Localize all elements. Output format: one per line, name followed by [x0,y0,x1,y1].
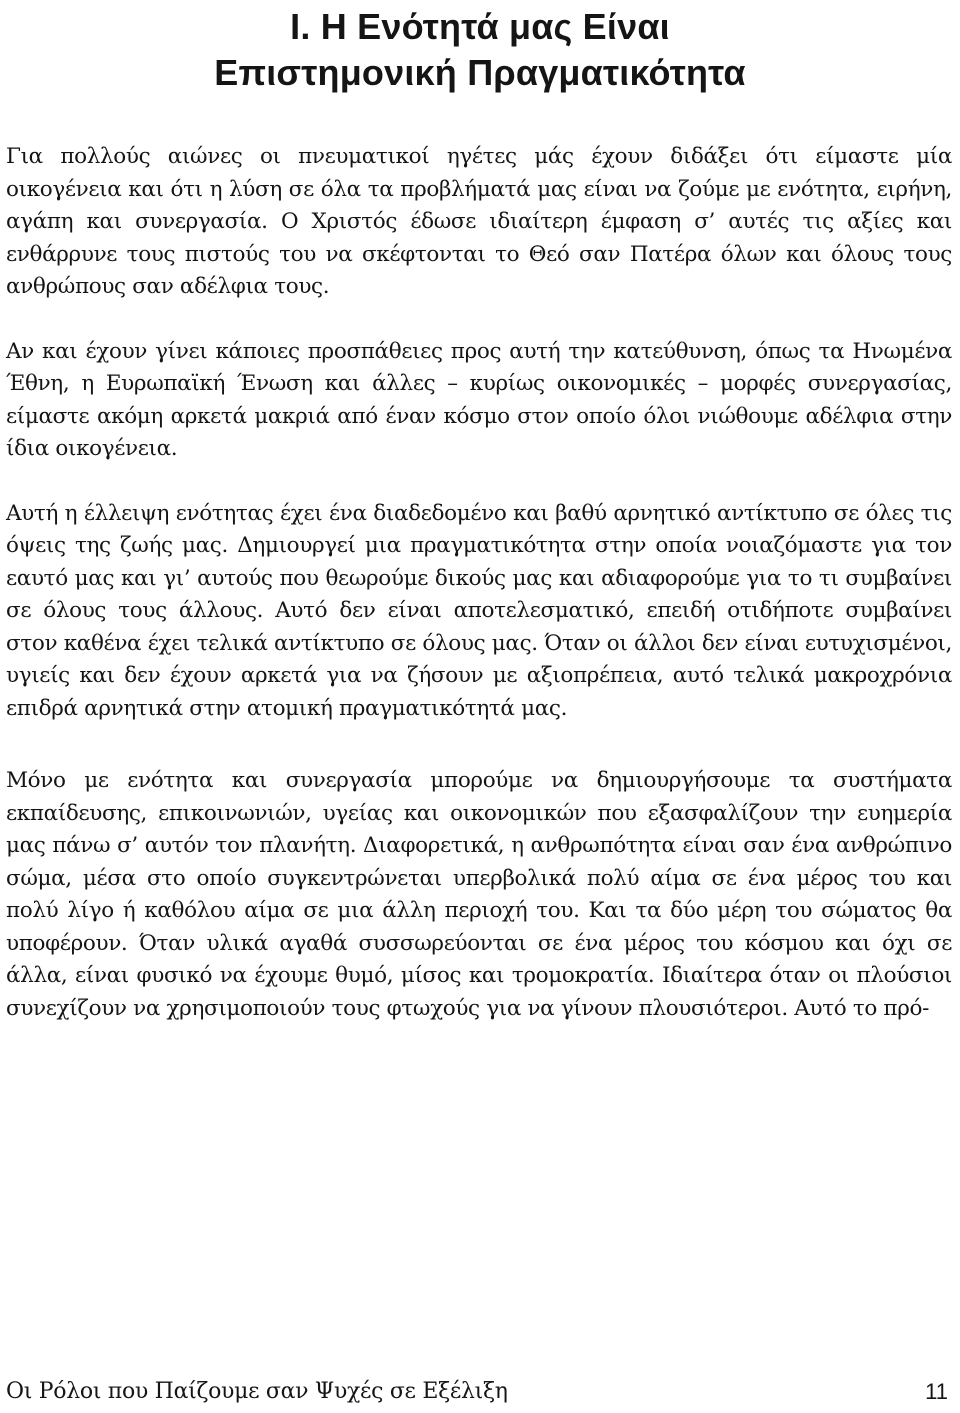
chapter-heading-line-1: I. Η Ενότητά μας Είναι [290,6,670,47]
chapter-heading-line-2: Επιστημονική Πραγματικότητα [214,52,746,93]
paragraph-1: Για πολλούς αιώνες οι πνευματικοί ηγέτες μάς έχουν διδάξει ότι είμαστε μία οικογένεια και ότι η λύση σε όλα τα προβλήματά μας είναι να ζούμε με ενότητα, ειρήνη, αγάπη και συνεργασία. Ο Χριστός έδωσε ιδιαίτερη έμφαση σ’ αυτές τις αξίες και ενθάρρυνε τους πιστούς του να σκέφτονται το Θεό σαν Πατέρα όλων και όλους τους ανθρώπους σαν αδέλφια τους. [6,144,952,299]
footer-book-title: Οι Ρόλοι που Παίζουμε σαν Ψυχές σε Εξέλιξη [6,1379,508,1404]
paragraph-2: Αν και έχουν γίνει κάποιες προσπάθειες προς αυτή την κατεύθυνση, όπως τα Ηνωμένα Έθνη, η Ευρωπαϊκή Ένωση και άλλες – κυρίως οικονομικές – μορφές συνεργασίας, είμαστε ακόμη αρκετά μακριά από έναν κόσμο στον οποίο όλοι νιώθουμε αδέλφια στην ίδια οικογένεια. [6,338,952,461]
paragraph-4: Μόνο με ενότητα και συνεργασία μπορούμε να δημιουργήσουμε τα συστήματα εκπαίδευσης, επικοινωνιών, υγείας και οικονομικών που εξασφαλίζουν την ευημερία μας πάνω σ’ αυτόν τον πλανήτη. Διαφορετικά, η ανθρωπότητα είναι σαν ένα ανθρώπινο σώμα, μέσα στο οποίο συγκεντρώνεται υπερβολικά πολύ αίμα σε ένα μέρος του και πολύ λίγο ή καθόλου αίμα σε μια άλλη περιοχή του. Και τα δύο μέρη του σώματος θα υποφέρουν. Όταν υλικά αγαθά συσσωρεύονται σε ένα μέρος του κόσμου και όχι σε άλλα, είναι φυσικό να έχουμε θυμό, μίσος και τρομοκρατία. Ιδιαίτερα όταν οι πλούσιοι συνεχίζουν να χρησιμοποιούν τους φτωχούς για να γίνουν πλουσιότεροι. Αυτό το πρό- [6,768,952,1021]
chapter-heading [0,4,960,96]
page-footer [6,1375,952,1409]
page-number: 11 [925,1379,948,1404]
paragraph-3: Αυτή η έλλειψη ενότητας έχει ένα διαδεδομένο και βαθύ αρνητικό αντίκτυπο σε όλες τις όψεις της ζωής μας. Δημιουργεί μια πραγματικότητα στην οποία νοιαζόμαστε για τον εαυτό μας και γι’ αυτούς που θεωρούμε δικούς μας και αδιαφορούμε για το τι συμβαίνει σε όλους τους άλλους. Αυτό δεν είναι αποτελεσματικό, επειδή οτιδήποτε συμβαίνει στον καθένα έχει τελικά αντίκτυπο σε όλους μας. Όταν οι άλλοι δεν είναι ευτυχισμένοι, υγιείς και δεν έχουν αρκετά για να ζήσουν με αξιοπρέπεια, αυτό τελικά μακροχρόνια επιδρά αρνητικά στην ατομική πραγματικότητά μας. [6,500,952,721]
body-text [6,141,952,1057]
